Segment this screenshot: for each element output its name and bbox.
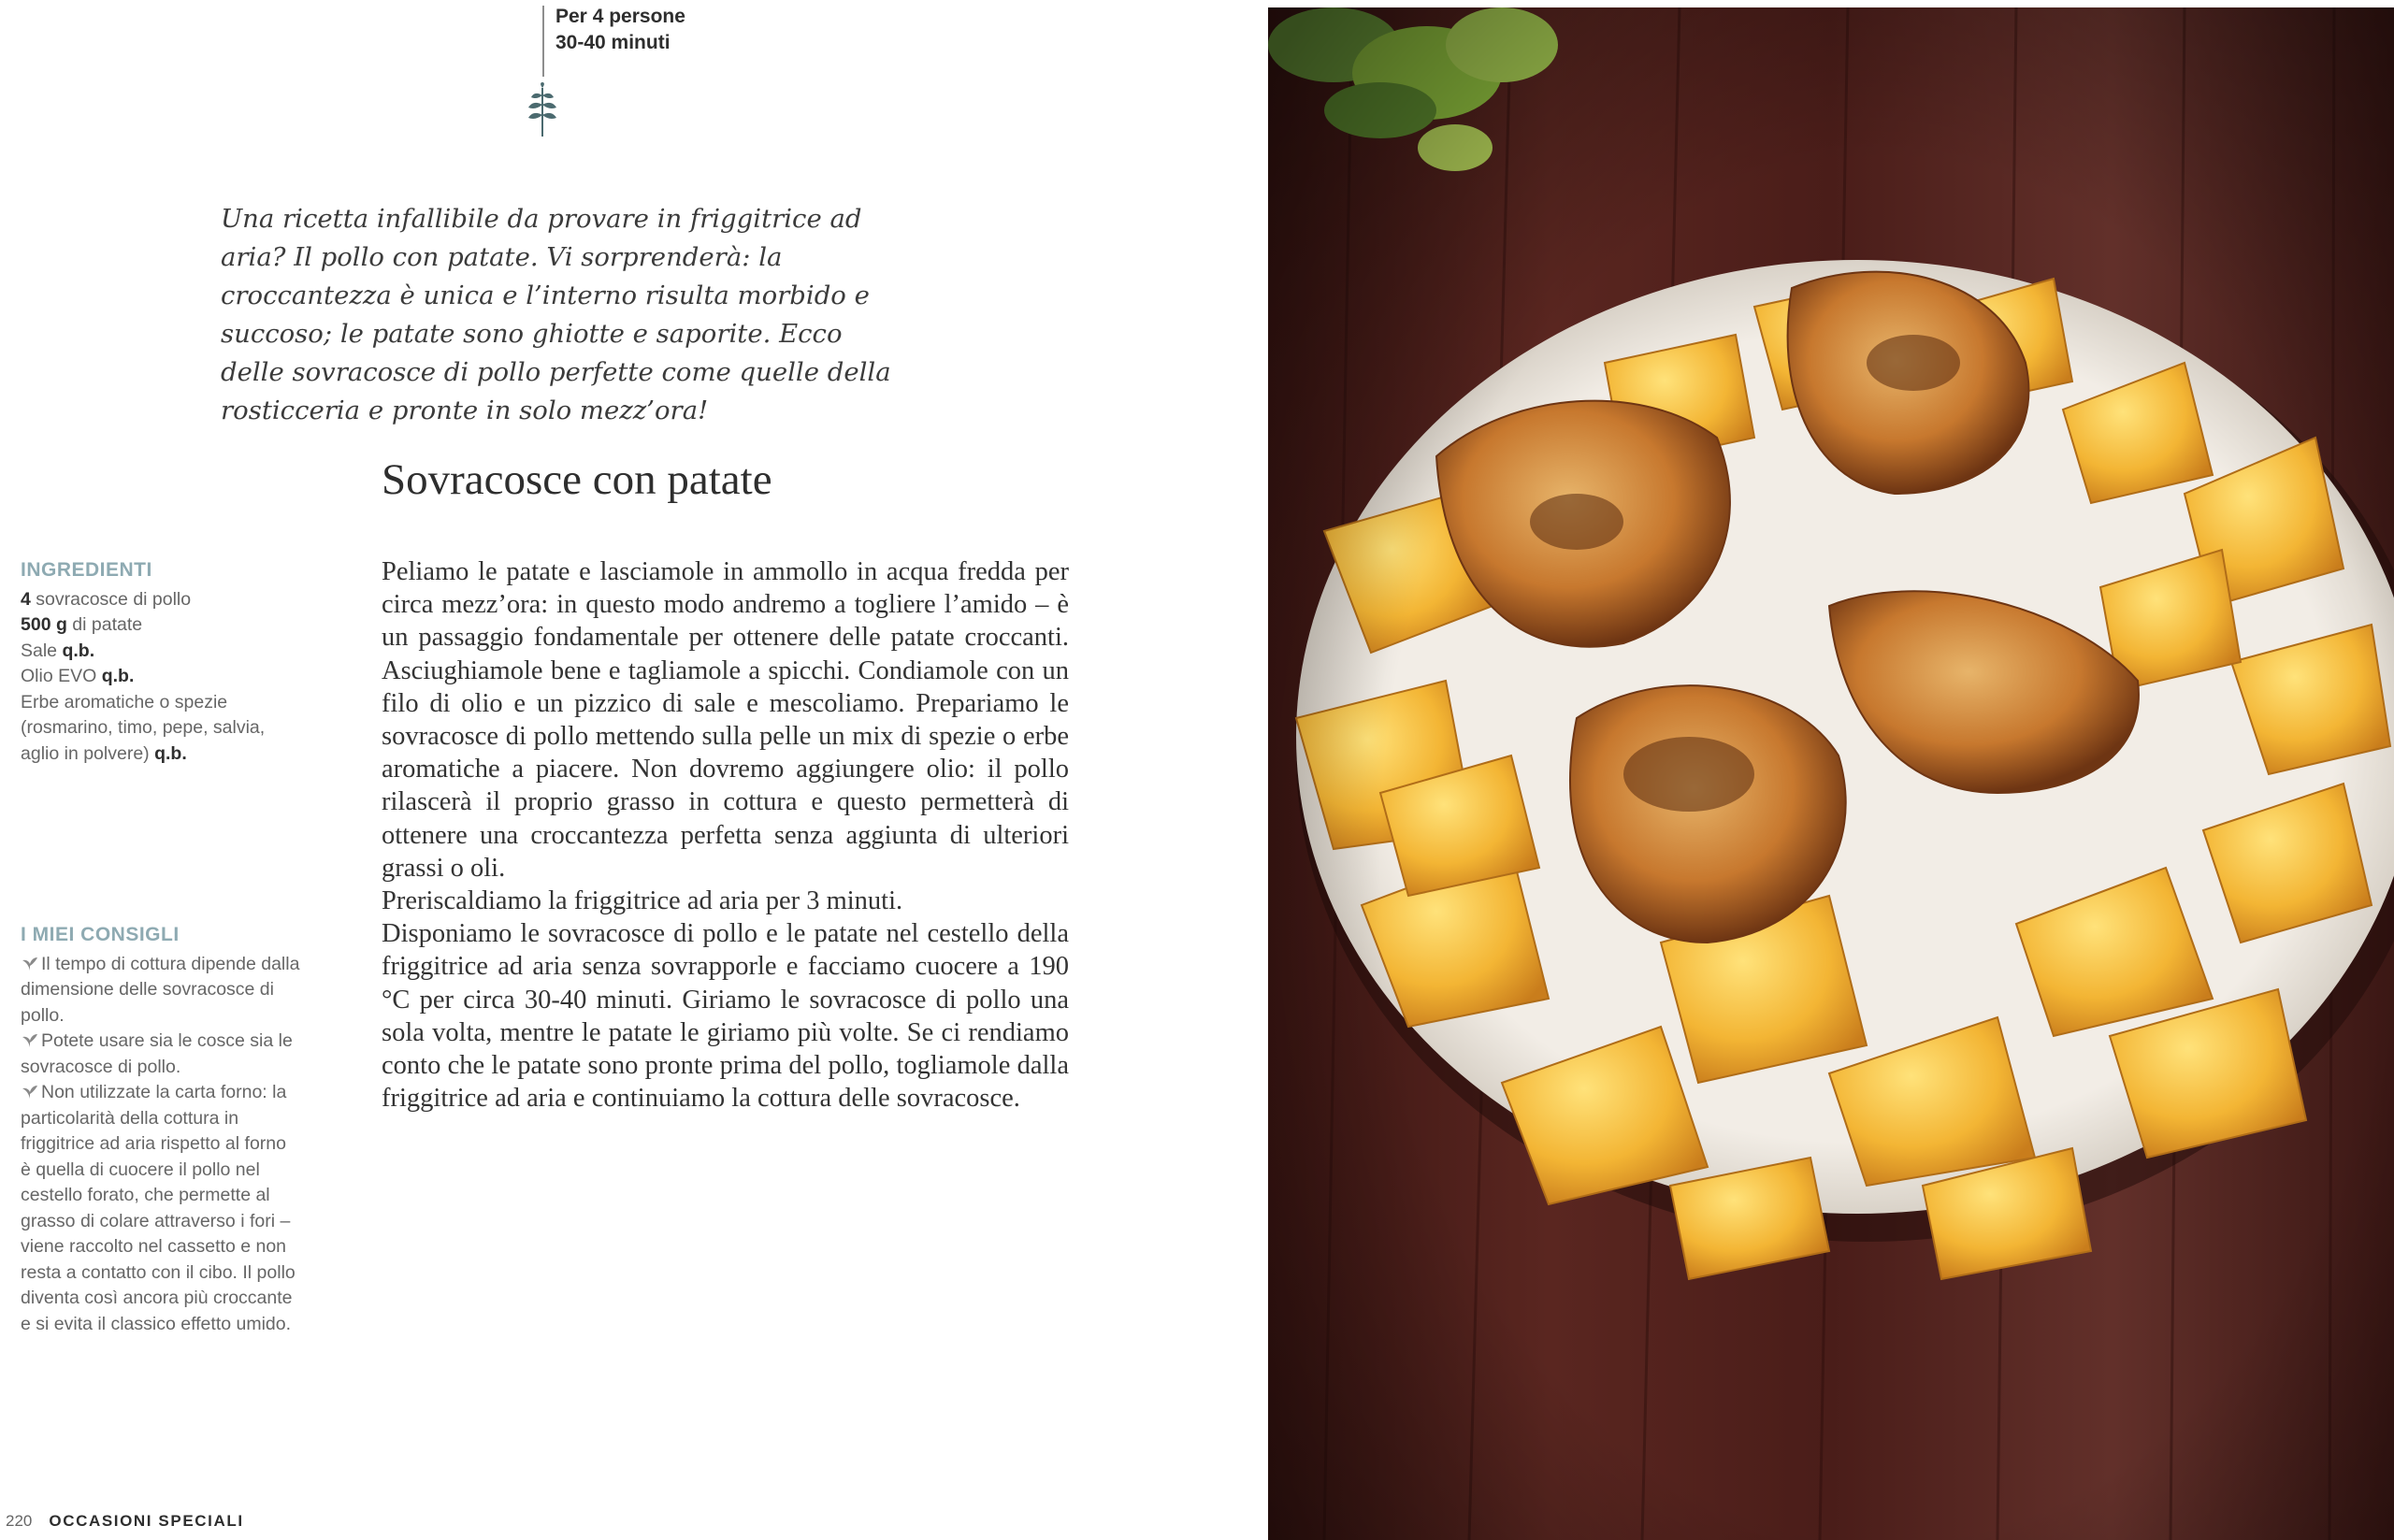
intro-text: Una ricetta infallibile da provare in friggitrice ad aria? Il pollo con patate. Vi sorprenderà: la croccantezza è unica e l’interno risulta morbido e succoso; le patate sono ghiotte e saporite. Ecco delle sovracosce di pollo perfette come quelle della rosticceria e pronte in solo mezz’ora! <box>221 204 891 425</box>
ingredient-text: di patate <box>66 614 143 635</box>
ingredient-qb: q.b. <box>154 742 187 764</box>
meta-divider <box>542 6 544 77</box>
chicken-potatoes-photo <box>1268 7 2394 1540</box>
ingredient-text: Olio EVO <box>21 666 102 686</box>
ingredients-list <box>21 587 301 768</box>
ingredient-item <box>21 690 301 768</box>
tips-section <box>21 922 301 1337</box>
tip-leaf-icon <box>21 1030 39 1047</box>
ingredients-section <box>21 557 301 767</box>
meta-values <box>555 4 685 56</box>
tips-heading: I MIEI CONSIGLI <box>21 924 180 945</box>
tip-text: Potete usare sia le cosce sia le sovracosce di pollo. <box>21 1030 293 1077</box>
tips-list <box>21 952 301 1338</box>
recipe-photo <box>1268 7 2394 1540</box>
tip-item <box>21 952 301 1029</box>
ingredients-heading: INGREDIENTI <box>21 559 152 581</box>
method-text <box>382 555 1069 1115</box>
tip-text: Il tempo di cottura dipende dalla dimensione delle sovracosce di pollo. <box>21 953 300 1026</box>
ingredient-qty: 4 <box>21 588 31 610</box>
time-value: 30-40 minuti <box>555 32 671 53</box>
ingredient-item <box>21 587 301 613</box>
ingredient-item <box>21 639 301 665</box>
method-paragraph: Peliamo le patate e lasciamole in ammollo in acqua fredda per circa mezz’ora: in questo modo andremo a togliere l’amido – è un passaggio fondamentale per ottenere delle patate croccanti. Asciughiamole bene e tagliamole a spicchi. Condiamole con un filo di olio e un pizzico di sale e mescoliamo. Prepariamo le sovracosce di pollo mettendo sulla pelle un mix di spezie o erbe aromatiche a piacere. Non dovremo aggiungere olio: il pollo rilascerà il proprio grasso in cottura e questo permetterà di ottenere una croccantezza perfetta senza aggiunta di ulteriori grassi o oli. <box>382 557 1069 883</box>
tip-text: Non utilizzate la carta forno: la particolarità della cottura in friggitrice ad aria rispetto al forno è quella di cuocere il pollo nel cestello forato, che permette al grasso di colare attraverso i fori – viene raccolto nel cassetto e non resta a contatto con il cibo. Il pollo diventa così ancora più croccante e si evita il classico effetto umido. <box>21 1082 296 1334</box>
servings-value: Per 4 persone <box>555 6 685 27</box>
page-footer <box>6 1512 244 1531</box>
method-paragraph: Disponiamo le sovracosce di pollo e le patate nel cestello della friggitrice ad aria senza sovrapporle e facciamo cuocere a 190 °C per circa 30-40 minuti. Giriamo le sovracosce di pollo una sola volta, mentre le patate le giriamo più volte. Se ci rendiamo conto che le patate sono pronte prima del pollo, togliamole dalla friggitrice ad aria e continuiamo la cottura delle sovracosce. <box>382 919 1069 1114</box>
ingredient-qb: q.b. <box>62 640 95 661</box>
tip-item <box>21 1080 301 1337</box>
ingredient-qty: 500 g <box>21 614 67 635</box>
method-paragraph: Preriscaldiamo la friggitrice ad aria per 3 minuti. <box>382 886 903 916</box>
ingredient-item <box>21 664 301 690</box>
section-name: OCCASIONI SPECIALI <box>49 1512 244 1530</box>
ingredient-qb: q.b. <box>101 666 135 686</box>
sprig-icon <box>524 82 561 138</box>
tip-leaf-icon <box>21 1082 39 1099</box>
ingredient-text: sovracosce di pollo <box>30 588 192 610</box>
page-number: 220 <box>6 1512 33 1530</box>
ingredient-text: Erbe aromatiche o spezie (rosmarino, timo, pepe, salvia, aglio in polvere) <box>21 691 266 764</box>
ingredient-item <box>21 612 301 639</box>
tip-leaf-icon <box>21 954 39 971</box>
ingredient-text: Sale <box>21 640 63 661</box>
tip-item <box>21 1029 301 1080</box>
recipe-title: Sovracosce con patate <box>382 455 772 504</box>
